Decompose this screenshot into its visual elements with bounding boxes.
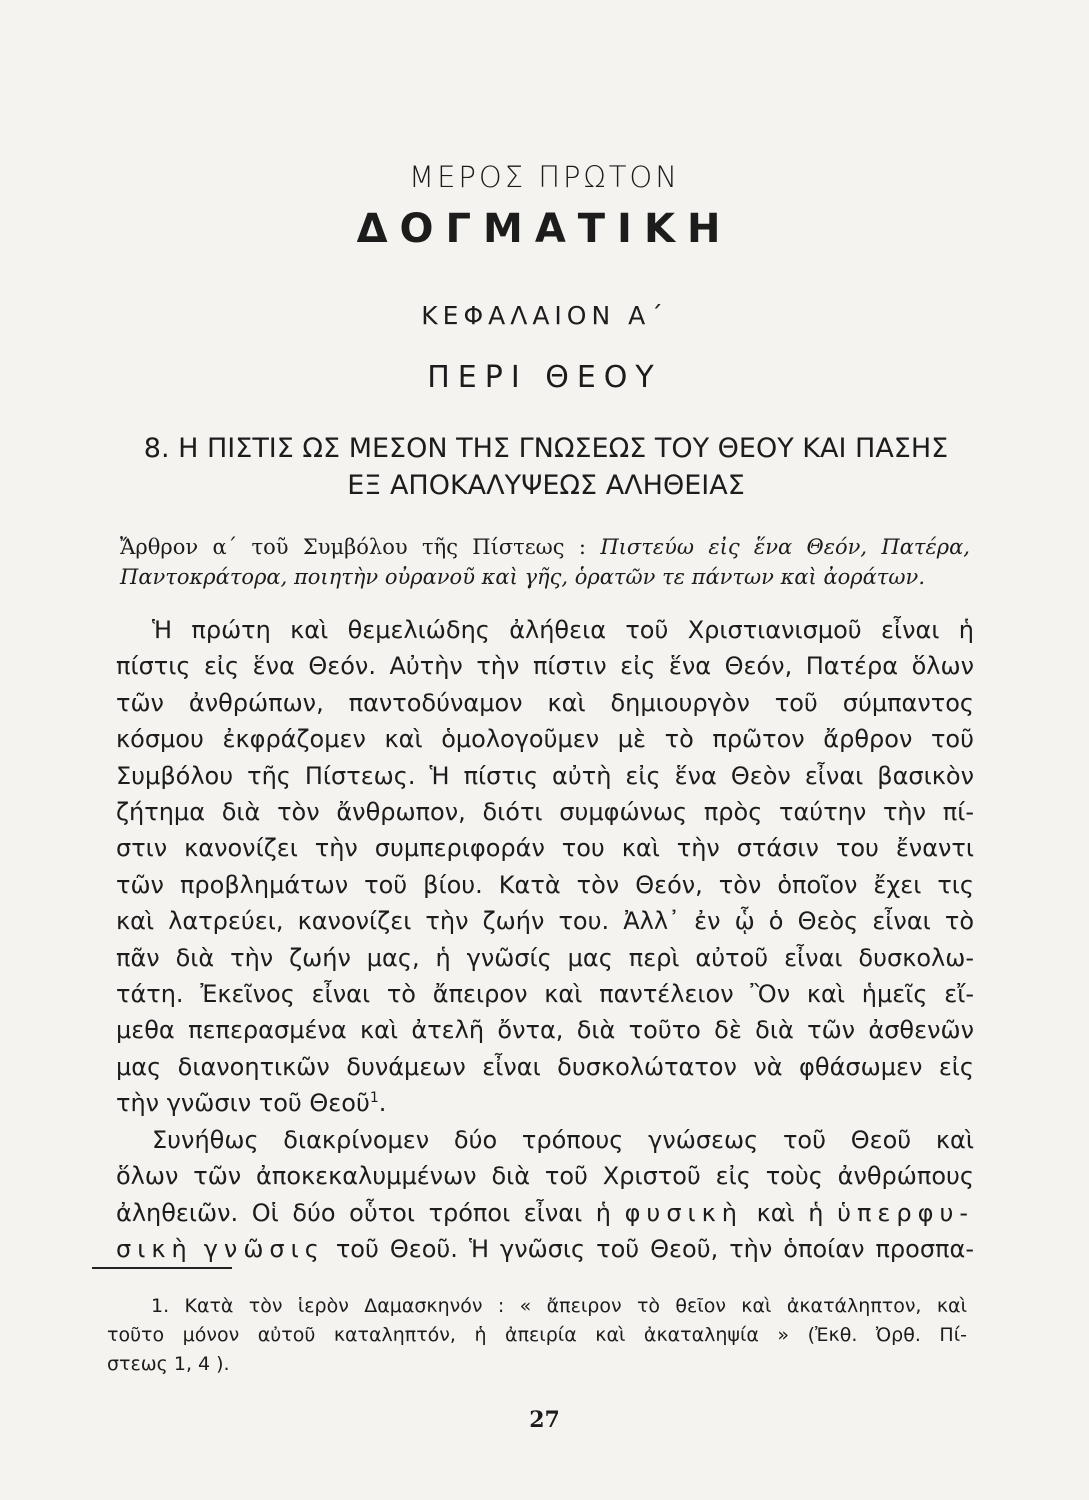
text-line: μεθα πεπερασμένα καὶ ἀτελῆ ὄντα, διὰ τοῦτο δὲ διὰ τῶν ἀσθενῶν	[116, 1016, 974, 1045]
footnote-line: τοῦτο μόνον αὐτοῦ καταληπτόν, ἡ ἀπειρία καὶ ἀκαταληψία » (Ἐκθ. Ὀρθ. Πί-	[107, 1324, 967, 1346]
text-fragment: τοῦ Θεοῦ. Ἡ γνῶσις τοῦ Θεοῦ, τὴν ὁποίαν προσπα-	[335, 1234, 974, 1263]
page-number: 27	[529, 1407, 560, 1433]
text-line: ὅλων τῶν ἀποκεκαλυμμένων διὰ τοῦ Χριστοῦ εἰς τοὺς ἀνθρώπους	[116, 1162, 974, 1191]
text-line: κόσμου ἐκφράζομεν καὶ ὁμολογοῦμεν μὲ τὸ πρῶτον ἄρθρον τοῦ	[116, 725, 974, 754]
text-line: μας διανοητικῶν δυνάμεων εἶναι δυσκολώτατον νὰ φθάσωμεν εἰς	[116, 1052, 974, 1081]
footnote	[107, 1292, 967, 1379]
chapter-title: ΠΕΡΙ ΘΕΟΥ	[427, 360, 662, 395]
text-line: πίστις εἰς ἕνα Θεόν. Αὐτὴν τὴν πίστιν εἰς ἕνα Θεόν, Πατέρα ὅλων	[116, 652, 974, 681]
text-fragment: ἀληθειῶν. Οἱ δύο οὗτοι τρόποι εἶναι ἡ	[116, 1198, 611, 1227]
text-line-mixed	[116, 1231, 974, 1267]
footnote-line: στεως 1, 4 ).	[107, 1353, 230, 1375]
text-line: καὶ λατρεύει, κανονίζει τὴν ζωήν του. Ἀλλ᾽ ἐν ᾧ ὁ Θεὸς εἶναι τὸ	[116, 907, 974, 936]
text-line-last: τὴν γνῶσιν τοῦ Θεοῦ$^1$.	[116, 1089, 387, 1118]
text-line: τῶν ἀνθρώπων, παντοδύναμον καὶ δημιουργὸν τοῦ σύμπαντος	[116, 688, 974, 717]
footnote-marker: 1	[369, 1090, 379, 1107]
section-title-line-1: 8. Η ΠΙΣΤΙΣ ΩΣ ΜΕΣΟΝ ΤΗΣ ΓΝΩΣΕΩΣ ΤΟΥ ΘΕΟΥ ΚΑΙ ΠΑΣΗΣ	[143, 433, 949, 464]
paragraph-1	[116, 612, 974, 1122]
emphasis-gnosis: γνῶσις	[203, 1234, 325, 1263]
creed-article-lead: Ἄρθρον α΄ τοῦ Συμβόλου τῆς Πίστεως :	[120, 535, 586, 559]
footnote-separator	[92, 1267, 232, 1269]
emphasis-hyperphy: ὑπερφυ-	[837, 1198, 974, 1227]
main-title: ΔΟΓΜΑΤΙΚΗ	[356, 206, 733, 252]
creed-text-part-2: Παντοκράτορα, ποιητὴν οὐρανοῦ καὶ γῆς, ὁρατῶν τε πάντων καὶ ἀοράτων.	[120, 565, 925, 589]
text-line: ζήτημα διὰ τὸν ἄνθρωπον, διότι συμφώνως πρὸς ταύτην τὴν πί-	[116, 798, 974, 827]
chapter-heading: ΚΕΦΑΛΑΙΟΝ Α΄	[421, 301, 668, 330]
part-heading: ΜΕΡΟΣ ΠΡΩΤΟΝ	[409, 160, 680, 194]
creed-article	[120, 532, 970, 592]
creed-article-line-1	[120, 532, 970, 562]
paragraph-2	[116, 1122, 974, 1268]
text-line-mixed	[116, 1195, 974, 1231]
body-text	[116, 612, 974, 1267]
creed-text-part-1: Πιστεύω εἰς ἕνα Θεόν, Πατέρα,	[600, 535, 970, 559]
text-line: πᾶν διὰ τὴν ζωήν μας, ἡ γνῶσίς μας περὶ αὐτοῦ εἶναι δυσκολω-	[116, 943, 974, 972]
text-fragment: καὶ ἡ	[756, 1198, 824, 1227]
footnote-line: 1. Κατὰ τὸν ἱερὸν Δαμασκηνόν : « ἄπειρον τὸ θεῖον καὶ ἀκατάληπτον, καὶ	[151, 1295, 967, 1317]
emphasis-siki: σικὴ	[116, 1234, 193, 1263]
text-line: τῶν προβλημάτων τοῦ βίου. Κατὰ τὸν Θεόν, τὸν ὁποῖον ἔχει τις	[116, 870, 974, 899]
section-title	[116, 430, 976, 504]
text-line: Συμβόλου τῆς Πίστεως. Ἡ πίστις αὐτὴ εἰς ἕνα Θεὸν εἶναι βασικὸν	[116, 761, 974, 790]
text-line: Συνήθως διακρίνομεν δύο τρόπους γνώσεως τοῦ Θεοῦ καὶ	[152, 1125, 974, 1154]
text-line: Ἡ πρώτη καὶ θεμελιώδης ἀλήθεια τοῦ Χριστιανισμοῦ εἶναι ἡ	[152, 616, 974, 644]
text-line-content: τὴν γνῶσιν τοῦ Θεοῦ	[116, 1089, 370, 1118]
text-line: στιν κανονίζει τὴν συμπεριφοράν του καὶ τὴν στάσιν του ἔναντι	[116, 834, 974, 863]
text-line: τάτη. Ἐκεῖνος εἶναι τὸ ἄπειρον καὶ παντέλειον Ὂν καὶ ἡμεῖς εἴ-	[116, 980, 974, 1009]
section-title-line-2: ΕΞ ΑΠΟΚΑΛΥΨΕΩΣ ΑΛΗΘΕΙΑΣ	[347, 470, 745, 501]
emphasis-physiki: φυσικὴ	[624, 1198, 743, 1227]
